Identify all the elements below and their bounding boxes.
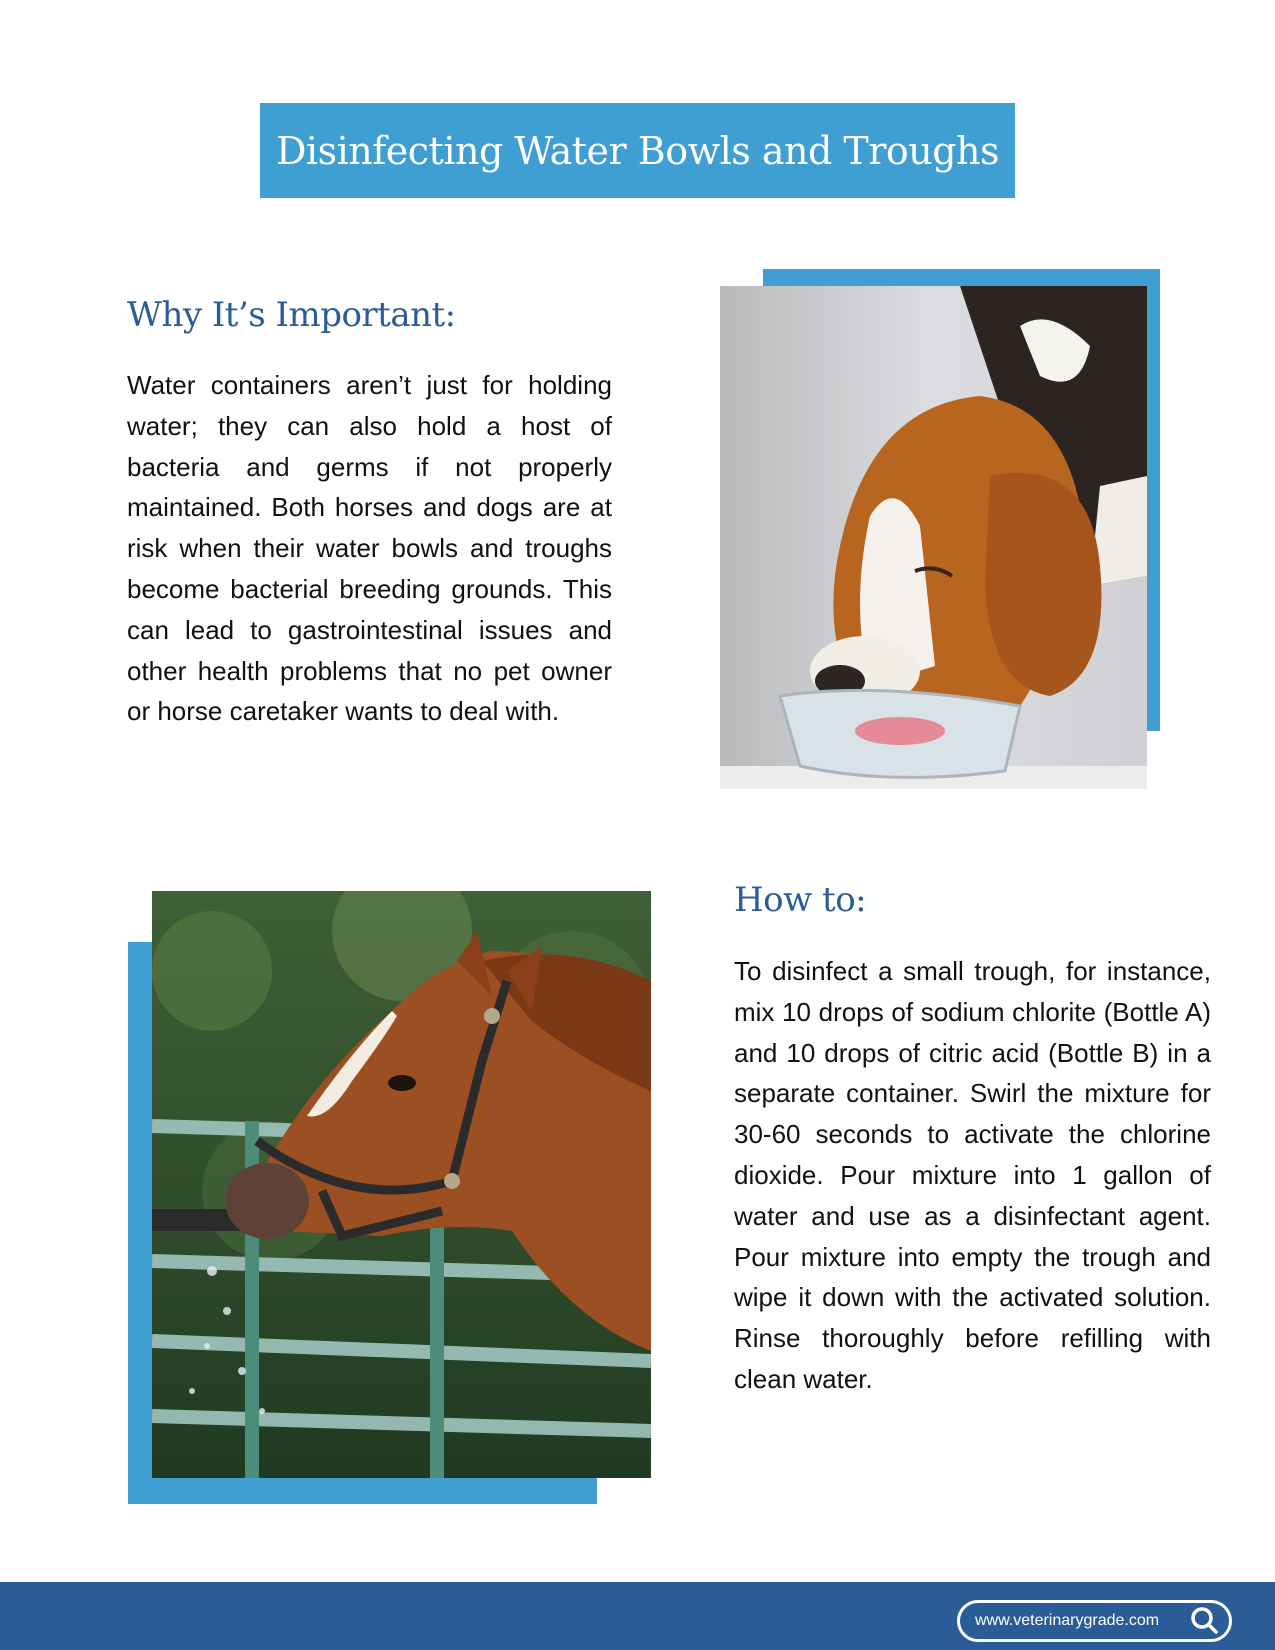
how-paragraph: To disinfect a small trough, for instance, mix 10 drops of sodium chlorite (Bottle A) and 10 drops of citric acid (Bottle B) in a separate container. Swirl the mixture for 30-60 seconds to activate the chlorine dioxide. Pour mixture into 1 gallon of water and use as a disinfectant agent. Pour mixture into empty the trough and wipe it down with the activated solution. Rinse thoroughly before refilling with clean water. [734,956,1211,1394]
title-banner [260,103,1015,198]
why-paragraph: Water containers aren’t just for holding water; they can also hold a host of bacteria and germs if not properly maintained. Both horses and dogs are at risk when their water bowls and troughs become bacterial breeding grounds. This can lead to gastrointestinal issues and other health problems that no pet owner or horse caretaker wants to deal with. [127,370,612,727]
why-heading: Why It’s Important: [127,295,456,335]
search-icon [1189,1605,1221,1637]
how-heading: How to: [734,880,867,920]
website-url[interactable]: www.veterinarygrade.com [975,1612,1160,1629]
website-link[interactable] [957,1600,1232,1642]
page-title: Disinfecting Water Bowls and Troughs [275,128,1000,173]
horse-drinking-photo [152,891,651,1478]
dog-drinking-photo [720,286,1147,789]
